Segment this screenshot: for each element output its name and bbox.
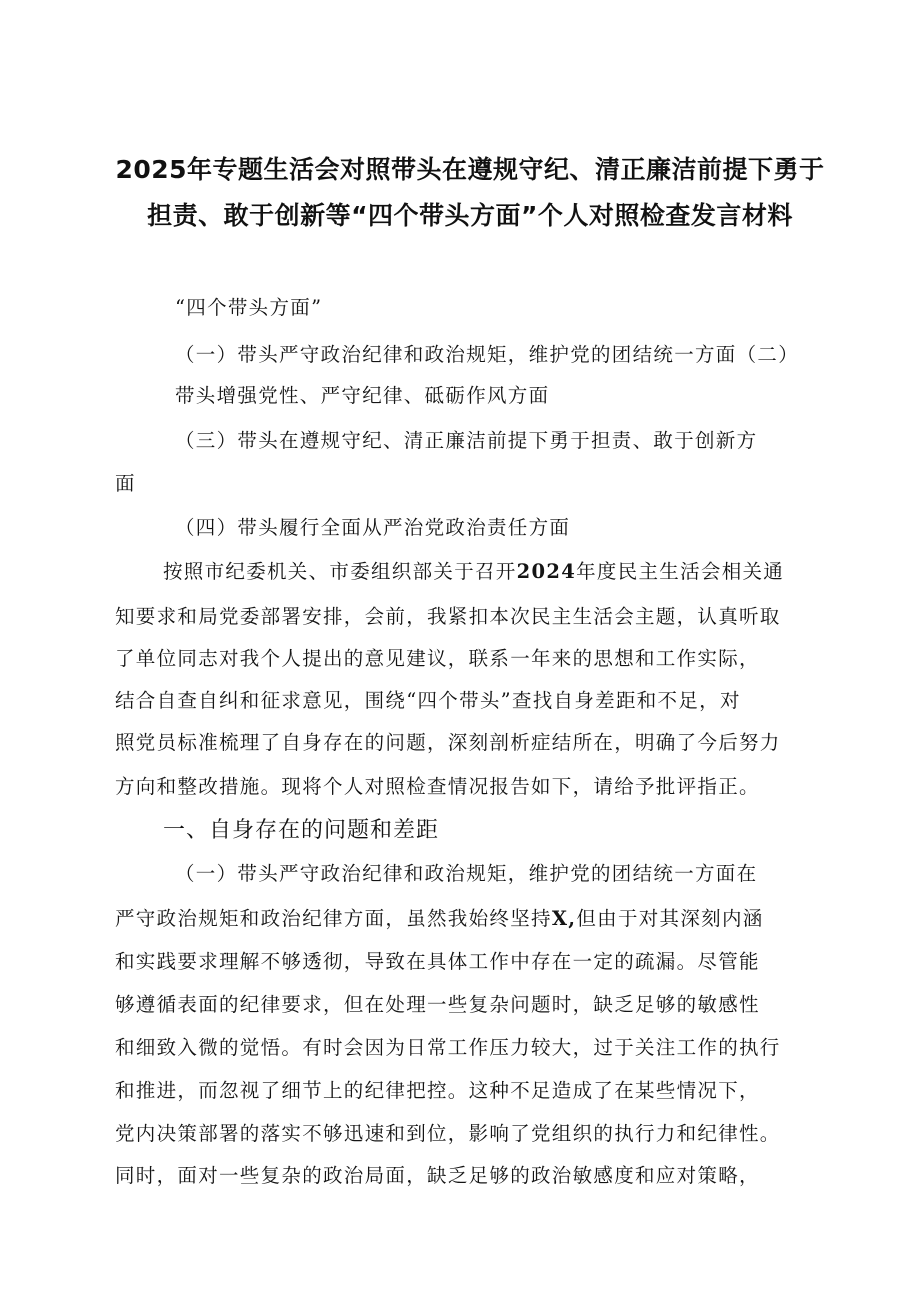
section-1-line-2 <box>115 903 764 931</box>
document-title-line-1: 2025年专题生活会对照带头在遵规守纪、清正廉洁前提下勇于 <box>115 155 825 184</box>
preamble-line-2: 知要求和局党委部署安排，会前，我紧扣本次民主生活会主题，认真听取 <box>115 605 781 628</box>
preamble-line-1 <box>163 556 784 584</box>
section-1-line-2-x: X, <box>551 907 577 930</box>
preamble-line-1-b: 年度民主生活会相关通 <box>576 560 785 583</box>
intro-item-3-line-1: （三）带头在遵规守纪、清正廉洁前提下勇于担责、敢于创新方 <box>175 429 758 452</box>
section-1-line-6: 和推进，而忽视了细节上的纪律把控。这种不足造成了在某些情况下， <box>115 1079 760 1102</box>
section-1-line-2-b: 但由于对其深刻内涵 <box>576 907 764 930</box>
preamble-line-4: 结合自查自纠和征求意见，围绕“四个带头”查找自身差距和不足，对 <box>115 689 741 712</box>
intro-label: “四个带头方面” <box>175 296 323 319</box>
document-title-line-2: 担责、敢于创新等“四个带头方面”个人对照检查发言材料 <box>147 201 793 230</box>
section-1-line-2-a: 严守政治规矩和政治纪律方面，虽然我始终坚持 <box>115 907 552 930</box>
section-1-line-5: 和细致入微的觉悟。有时会因为日常工作压力较大，过于关注工作的执行 <box>115 1036 781 1059</box>
section-1-line-3: 和实践要求理解不够透彻，导致在具体工作中存在一定的疏漏。尽管能 <box>115 950 760 973</box>
intro-item-2: 带头增强党性、严守纪律、砥砺作风方面 <box>175 384 550 407</box>
intro-item-3-line-2: 面 <box>115 472 136 495</box>
intro-item-4: （四）带头履行全面从严治党政治责任方面 <box>175 516 571 539</box>
preamble-line-5: 照党员标准梳理了自身存在的问题，深刻剖析症结所在，明确了今后努力 <box>115 731 781 754</box>
section-1-line-1: （一）带头严守政治纪律和政治规矩，维护党的团结统一方面在 <box>175 862 758 885</box>
section-1-line-8: 同时，面对一些复杂的政治局面，缺乏足够的政治敏感度和应对策略， <box>115 1164 760 1187</box>
section-1-line-7: 党内决策部署的落实不够迅速和到位，影响了党组织的执行力和纪律性。 <box>115 1122 781 1145</box>
section-1-heading: 一、自身存在的问题和差距 <box>163 818 440 843</box>
preamble-year: 2024 <box>516 560 577 583</box>
intro-item-1: （一）带头严守政治纪律和政治规矩，维护党的团结统一方面（二） <box>175 343 800 366</box>
preamble-line-3: 了单位同志对我个人提出的意见建议，联系一年来的思想和工作实际， <box>115 647 760 670</box>
preamble-line-6: 方向和整改措施。现将个人对照检查情况报告如下，请给予批评指正。 <box>115 775 760 798</box>
section-1-line-4: 够遵循表面的纪律要求，但在处理一些复杂问题时，缺乏足够的敏感性 <box>115 993 760 1016</box>
preamble-line-1-a: 按照市纪委机关、市委组织部关于召开 <box>163 560 517 583</box>
